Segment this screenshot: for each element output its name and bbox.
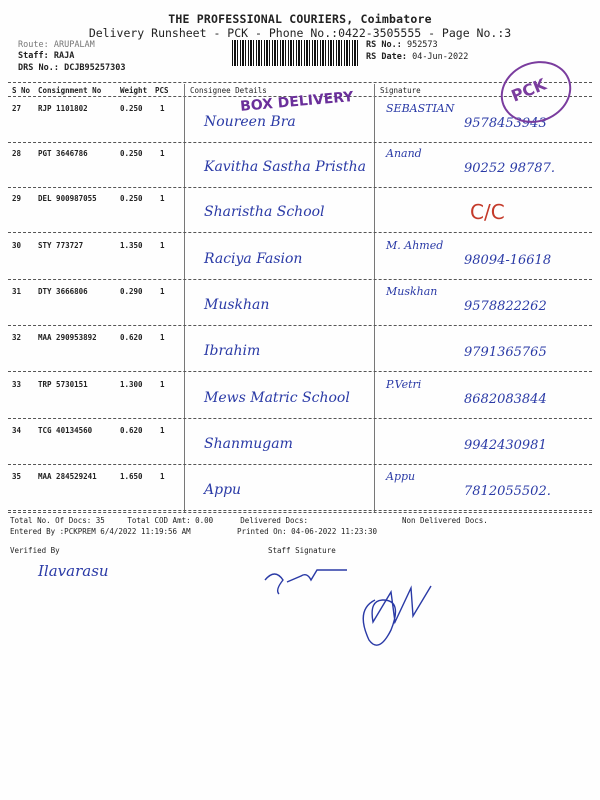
row-pcs: 1: [160, 472, 165, 481]
consignee-handwritten-name: Raciya Fasion: [204, 251, 303, 267]
consignee-handwritten-name: Ibrahim: [204, 343, 261, 359]
entered-by: Entered By :PCKPREM 6/4/2022 11:19:56 AM: [10, 527, 191, 536]
consignee-handwritten-name: Appu: [204, 482, 242, 498]
table-row: [8, 143, 592, 187]
row-divider: [8, 510, 592, 511]
runsheet-subtitle: Delivery Runsheet - PCK - Phone No.:0422-3505555 - Page No.:3: [88, 26, 512, 40]
receiver-signature: M. Ahmed: [386, 239, 444, 252]
row-weight: 0.620: [120, 333, 143, 342]
receiver-signature: Anand: [386, 147, 422, 160]
row-weight: 1.300: [120, 380, 143, 389]
row-weight: 0.250: [120, 149, 143, 158]
row-sno: 32: [12, 333, 22, 342]
row-weight: 1.650: [120, 472, 143, 481]
row-weight: 1.350: [120, 241, 143, 250]
row-pcs: 1: [160, 426, 165, 435]
row-weight: 0.290: [120, 287, 143, 296]
row-sno: 35: [12, 472, 22, 481]
receiver-phone: 98094-16618: [464, 253, 552, 268]
receiver-phone: 7812055502.: [464, 484, 551, 499]
row-pcs: 1: [160, 380, 165, 389]
verified-by-label: Verified By: [10, 546, 60, 555]
staff-line: Staff: RAJA: [18, 51, 75, 61]
row-sno: 30: [12, 241, 22, 250]
row-sno: 33: [12, 380, 22, 389]
receiver-phone: 90252 98787.: [464, 161, 555, 176]
table-row: [8, 235, 592, 279]
col-details-header: Consignee Details: [190, 86, 267, 95]
verifier-signature: Ilavarasu: [38, 562, 109, 580]
row-consignment: DEL 900987055: [38, 194, 97, 203]
row-sno: 27: [12, 104, 22, 113]
row-divider: [8, 279, 592, 280]
col-pcs-header: PCS: [155, 86, 169, 95]
row-weight: 0.250: [120, 194, 143, 203]
staff-signature-scribble: [255, 560, 455, 660]
table-row: [8, 281, 592, 325]
row-divider: [8, 371, 592, 372]
route-line: Route: ARUPALAM: [18, 40, 95, 50]
barcode: [232, 40, 360, 66]
drs-line: DRS No.: DCJB95257303: [18, 63, 126, 73]
row-pcs: 1: [160, 104, 165, 113]
row-weight: 0.250: [120, 104, 143, 113]
receiver-phone: 9578822262: [464, 299, 547, 314]
table-row: [8, 466, 592, 510]
col-sno-header: S No: [12, 86, 31, 95]
footer-totals: Total No. Of Docs: 35 Total COD Amt: 0.00 Delivered Docs:: [10, 516, 309, 525]
row-consignment: MAA 284529241: [38, 472, 97, 481]
receiver-signature: SEBASTIAN: [386, 102, 455, 115]
col-weight-header: Weight: [120, 86, 148, 95]
non-delivered-label: Non Delivered Docs.: [402, 516, 488, 525]
row-pcs: 1: [160, 149, 165, 158]
col-consignment-header: Consignment No: [38, 86, 102, 95]
row-divider: [8, 418, 592, 419]
receiver-phone: 9942430981: [464, 438, 547, 453]
receiver-signature: Muskhan: [386, 285, 438, 298]
row-divider: [8, 325, 592, 326]
row-pcs: 1: [160, 333, 165, 342]
consignee-handwritten-name: Noureen Bra: [204, 114, 296, 130]
receiver-signature: P.Vetri: [386, 378, 422, 391]
row-consignment: PGT 3646786: [38, 149, 88, 158]
rs-no-line: RS No.: 952573: [366, 40, 438, 50]
row-consignment: MAA 290953892: [38, 333, 97, 342]
receiver-phone: 9578453943: [464, 116, 547, 131]
row-weight: 0.620: [120, 426, 143, 435]
printed-on: Printed On: 04-06-2022 11:23:30: [237, 527, 377, 536]
receiver-phone: 9791365765: [464, 345, 547, 360]
consignee-handwritten-name: Sharistha School: [204, 204, 325, 220]
table-bottom-rule: [8, 512, 592, 513]
consignee-handwritten-name: Kavitha Sastha Pristha: [204, 159, 366, 175]
rs-date-line: RS Date: 04-Jun-2022: [366, 52, 469, 62]
row-consignment: RJP 1101802: [38, 104, 88, 113]
row-sno: 28: [12, 149, 22, 158]
row-pcs: 1: [160, 287, 165, 296]
row-consignment: TCG 40134560: [38, 426, 93, 435]
cc-mark: C/C: [470, 200, 505, 224]
consignee-handwritten-name: Shanmugam: [204, 436, 293, 452]
table-row: [8, 374, 592, 418]
row-consignment: DTY 3666806: [38, 287, 88, 296]
pck-stamp: PCK: [491, 51, 580, 134]
table-row: [8, 327, 592, 371]
receiver-signature: Appu: [386, 470, 416, 483]
staff-signature-label: Staff Signature: [268, 546, 336, 555]
row-consignment: TRP 5730151: [38, 380, 88, 389]
row-divider: [8, 232, 592, 233]
receiver-phone: 8682083844: [464, 392, 547, 407]
row-pcs: 1: [160, 241, 165, 250]
row-pcs: 1: [160, 194, 165, 203]
consignee-handwritten-name: Muskhan: [204, 297, 270, 313]
consignee-handwritten-name: Mews Matric School: [204, 390, 350, 406]
col-signature-header: Signature: [380, 86, 421, 95]
row-sno: 29: [12, 194, 22, 203]
company-title: THE PROFESSIONAL COURIERS, Coimbatore: [168, 12, 432, 26]
box-delivery-stamp: BOX DELIVERY: [239, 89, 355, 115]
row-sno: 31: [12, 287, 22, 296]
row-divider: [8, 464, 592, 465]
row-consignment: STY 773727: [38, 241, 84, 250]
row-sno: 34: [12, 426, 22, 435]
table-row: [8, 420, 592, 464]
